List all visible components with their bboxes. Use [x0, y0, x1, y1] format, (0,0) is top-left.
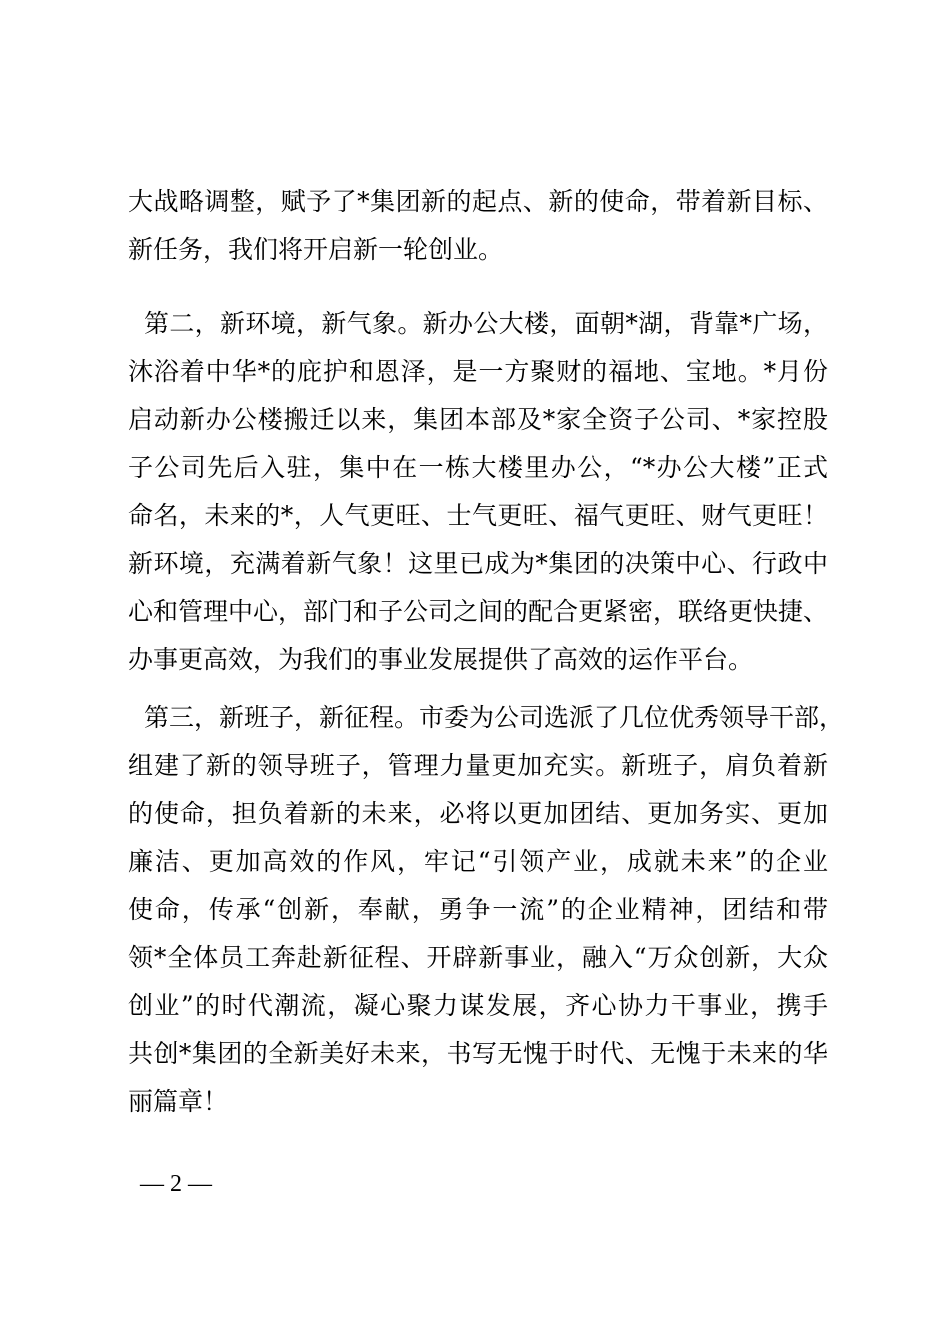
paragraph-3 [128, 694, 845, 1126]
page-number: — 2 — [140, 1171, 212, 1197]
text-line: 组建了新的领导班子，管理力量更加充实。新班子，肩负着新 [128, 751, 828, 780]
text-line: 新任务，我们将开启新一轮创业。 [128, 235, 504, 264]
text-line: 子公司先后入驻，集中在一栋大楼里办公，“*办公大楼”正式 [128, 453, 828, 482]
text-line: 领*全体员工奔赴新征程、开辟新事业，融入“万众创新，大众 [128, 943, 828, 972]
text-line: 丽篇章！ [128, 1087, 229, 1116]
paragraph-2 [128, 300, 828, 684]
text-line: 命名，未来的*，人气更旺、士气更旺、福气更旺、财气更旺！ [128, 501, 828, 530]
text-line: 的使命，担负着新的未来，必将以更加团结、更加务实、更加 [128, 799, 828, 828]
text-line: 办事更高效，为我们的事业发展提供了高效的运作平台。 [128, 645, 754, 674]
text-line: 廉洁、更加高效的作风，牢记“引领产业，成就未来”的企业 [128, 847, 828, 876]
text-line: 启动新办公楼搬迁以来，集团本部及*家全资子公司、*家控股 [128, 405, 828, 434]
text-line: 使命，传承“创新，奉献，勇争一流”的企业精神，团结和带 [128, 895, 828, 924]
text-line: 共创*集团的全新美好未来，书写无愧于时代、无愧于未来的华 [128, 1039, 828, 1068]
text-line: 大战略调整，赋予了*集团新的起点、新的使命，带着新目标、 [128, 187, 828, 216]
text-line: 创业”的时代潮流，凝心聚力谋发展，齐心协力干事业，携手 [128, 991, 828, 1020]
paragraph-1 [128, 178, 828, 274]
text-line: 心和管理中心，部门和子公司之间的配合更紧密，联络更快捷、 [128, 597, 829, 626]
text-line: 第三，新班子，新征程。市委为公司选派了几位优秀领导干部， [144, 703, 845, 732]
text-line: 第二，新环境，新气象。新办公大楼，面朝*湖，背靠*广场， [144, 309, 828, 338]
text-line: 沐浴着中华*的庇护和恩泽，是一方聚财的福地、宝地。*月份 [128, 357, 828, 386]
text-line: 新环境，充满着新气象！这里已成为*集团的决策中心、行政中 [128, 549, 828, 578]
